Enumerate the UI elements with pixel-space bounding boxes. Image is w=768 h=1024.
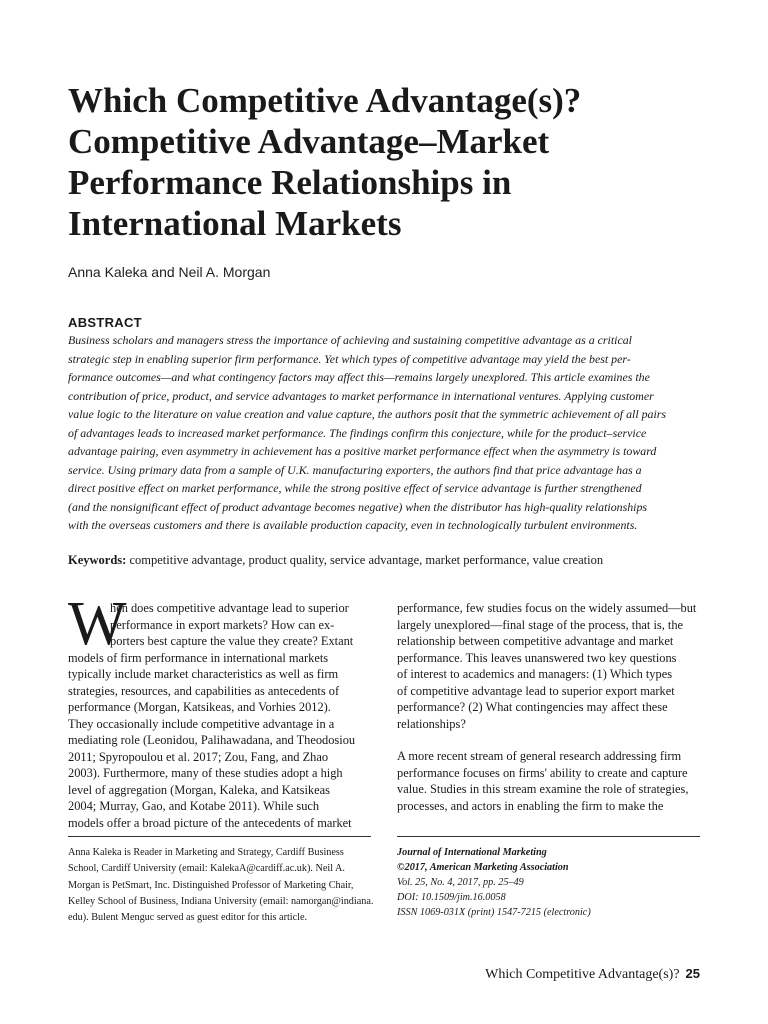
bio-line: edu). Bulent Menguc served as guest editor for this article. [68,912,308,924]
body-line: relationships? [397,716,466,731]
body-line: 2011; Spyropoulou et al. 2017; Zou, Fang, and Zhao [68,749,329,764]
body-line: They occasionally include competitive advantage in a [68,716,335,731]
title-line: Which Competitive Advantage(s)? [68,81,582,120]
body-line: performance (Morgan, Katsikeas, and Vorhies 2012). [68,700,331,714]
journal-issn: ISSN 1069-031X (print) 1547-7215 (electronic) [397,907,591,918]
abstract-line: contribution of price, product, and service advantages to market performance in international ventures. Applying customer [68,388,654,403]
running-title: Which Competitive Advantage(s)? [485,967,680,982]
body-line: 2004; Murray, Gao, and Kotabe 2011). While such [68,799,320,813]
page-footer [485,966,700,983]
footnote-divider [68,836,371,837]
abstract-line: direct positive effect on market performance, while the strong positive effect of service advantage is further strengthened [68,481,642,495]
author-bio [68,845,374,926]
journal-name: Journal of International Marketing [397,847,547,858]
abstract-line: formance outcomes—and what contingency factors may affect this—remains largely unexplored. This article examines the [68,370,650,384]
bio-line: Kelley School of Business, Indiana University (email: namorgan@indiana. [68,895,374,907]
body-line: processes, and actors in enabling the firm to make the [397,798,664,813]
body-line: models offer a broad picture of the antecedents of market [68,815,352,830]
body-line: of interest to academics and managers: (1) Which types [397,667,673,681]
body-line: hen does competitive advantage lead to superior [110,601,349,615]
journal-info [397,845,700,920]
keywords-list: competitive advantage, product quality, service advantage, market performance, value creation [126,553,604,567]
drop-cap: W [68,590,127,658]
abstract-line: service. Using primary data from a sample of U.K. manufacturing exporters, the authors find that price advantage has a [68,462,642,477]
body-line: mediating role (Leonidou, Palihawadana, and Theodosiou [68,733,356,747]
body-column-right [397,600,700,814]
abstract-line: (and the nonsignificant effect of product advantage becomes negative) when the distributor has high-quality relationships [68,499,648,514]
bio-line: Morgan is PetSmart, Inc. Distinguished Professor of Marketing Chair, [68,879,354,891]
abstract-line: with the overseas customers and there is available production capacity, even in technologically turbulent environments. [68,518,638,532]
body-line: performance, few studies focus on the widely assumed—but [397,601,697,615]
body-line: porters best capture the value they create? Extant [110,634,354,648]
body-line: value. Studies in this stream examine the role of strategies, [397,782,689,796]
body-line: models of firm performance in international markets [68,650,329,665]
abstract-line: advantage pairing, even asymmetry in achievement has a positive market performance effect when the asymmetry is toward [68,444,657,458]
bio-line: School, Cardiff University (email: KalekaA@cardiff.ac.uk). Neil A. [68,863,345,875]
journal-doi: DOI: 10.1509/jim.16.0058 [397,892,506,903]
abstract-line: strategic step in enabling superior firm performance. Yet which types of competitive advantage may yield the best per- [68,351,631,366]
body-column-left [68,590,371,831]
paragraph-gap [397,732,700,748]
body-line: largely unexplored—final stage of the process, that is, the [397,617,684,632]
journal-copyright: ©2017, American Marketing Association [397,862,569,873]
body-line: of competitive advantage lead to superior export market [397,683,675,698]
article-title [68,80,708,244]
journal-volume: Vol. 25, No. 4, 2017, pp. 25–49 [397,877,524,888]
body-line: strategies, resources, and capabilities as antecedents of [68,683,340,698]
body-line: typically include market characteristics as well as firm [68,667,339,681]
title-line: Competitive Advantage–Market [68,122,550,161]
body-line: performance focuses on firms' ability to create and capture [397,765,688,780]
abstract-text [68,331,700,535]
body-line: performance? (2) What contingencies may affect these [397,700,668,714]
body-line: relationship between competitive advantage and market [397,634,674,648]
abstract-line: Business scholars and managers stress the importance of achieving and sustaining competitive advantage as a critical [68,333,632,347]
body-line: A more recent stream of general research addressing firm [397,749,682,763]
title-line: International Markets [68,204,402,243]
page-number: 25 [685,966,700,981]
abstract-line: value logic to the literature on value creation and value capture, the authors posit that the symmetric achievement of all pairs [68,407,667,421]
keywords [68,553,708,568]
body-line: 2003). Furthermore, many of these studies adopt a high [68,766,343,780]
body-line: level of aggregation (Morgan, Kaleka, and Katsikeas [68,782,330,797]
abstract-line: of advantages leads to increased market performance. The findings confirm this conjecture, while for the product–service [68,425,647,440]
abstract-heading: ABSTRACT [68,315,142,330]
bio-line: Anna Kaleka is Reader in Marketing and Strategy, Cardiff Business [68,847,344,858]
keywords-label: Keywords: [68,553,127,567]
journal-info-divider [397,836,700,837]
title-line: Performance Relationships in [68,163,512,202]
body-line: performance. This leaves unanswered two key questions [397,650,677,665]
author-names: Anna Kaleka and Neil A. Morgan [68,264,271,280]
body-line: performance in export markets? How can ex- [110,617,335,632]
